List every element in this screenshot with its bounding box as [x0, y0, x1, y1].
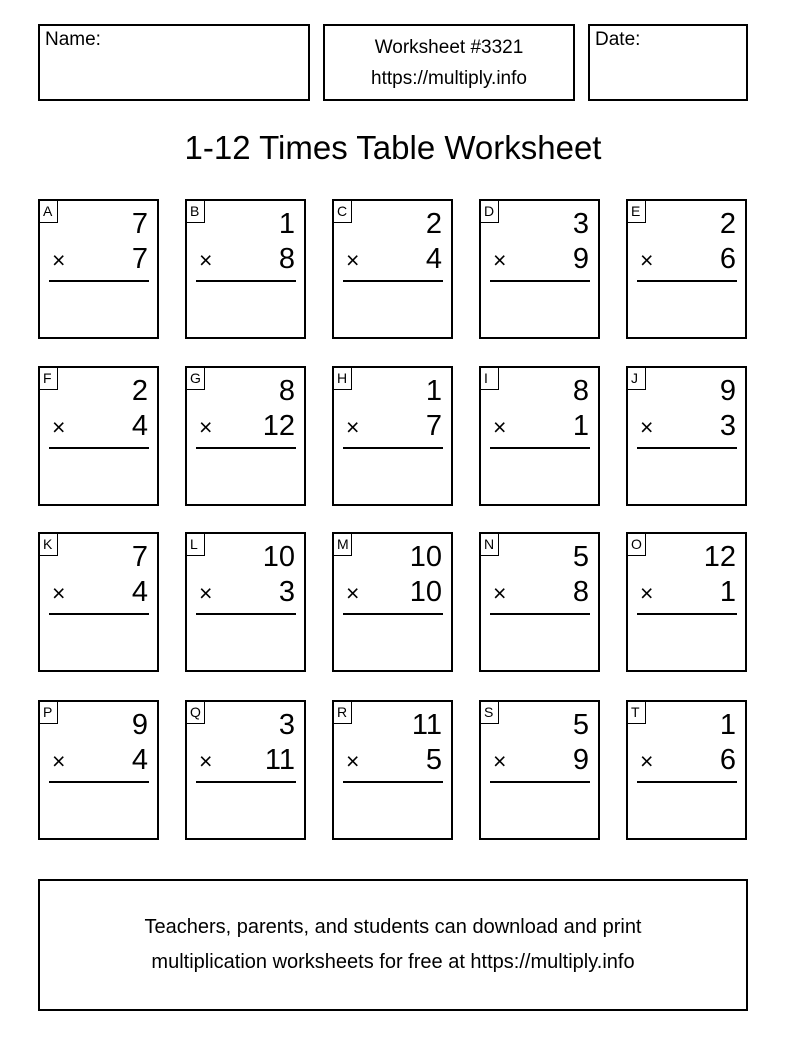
times-sign: × [199, 414, 213, 440]
answer-line [196, 781, 296, 783]
problem-card [479, 366, 600, 506]
times-sign: × [199, 247, 213, 273]
multiplicand: 8 [278, 375, 295, 407]
problem-label: I [481, 368, 499, 390]
problem-label: T [628, 702, 646, 724]
date-label: Date: [595, 29, 641, 50]
answer-line [637, 781, 737, 783]
answer-line [343, 447, 443, 449]
times-sign: × [346, 748, 360, 774]
times-sign: × [640, 414, 654, 440]
problem-card [38, 366, 159, 506]
times-sign: × [346, 580, 360, 606]
problem-card [626, 366, 747, 506]
problem-label: N [481, 534, 499, 556]
problem-label: S [481, 702, 499, 724]
multiplier: 4 [425, 243, 442, 275]
multiplier: 9 [572, 243, 589, 275]
problem-card [38, 532, 159, 672]
times-sign: × [493, 748, 507, 774]
multiplicand: 5 [572, 541, 589, 573]
answer-line [490, 280, 590, 282]
problem-label: M [334, 534, 352, 556]
problem-card [332, 532, 453, 672]
multiplier: 12 [262, 410, 295, 442]
times-sign: × [640, 580, 654, 606]
multiplier: 5 [425, 744, 442, 776]
multiplier: 4 [131, 576, 148, 608]
multiplier: 8 [572, 576, 589, 608]
multiplicand: 9 [719, 375, 736, 407]
answer-line [490, 781, 590, 783]
problem-label: A [40, 201, 58, 223]
problem-card [332, 199, 453, 339]
multiplicand: 5 [572, 709, 589, 741]
multiplier: 6 [719, 243, 736, 275]
answer-line [637, 447, 737, 449]
multiplier: 7 [425, 410, 442, 442]
multiplier: 9 [572, 744, 589, 776]
problem-label: O [628, 534, 646, 556]
answer-line [196, 447, 296, 449]
multiplicand: 12 [703, 541, 736, 573]
answer-line [637, 280, 737, 282]
multiplier: 3 [278, 576, 295, 608]
multiplier: 11 [264, 744, 295, 776]
multiplier: 8 [278, 243, 295, 275]
problem-label: E [628, 201, 646, 223]
worksheet-url: https://multiply.info [371, 67, 527, 89]
problem-card [332, 700, 453, 840]
problem-card [185, 532, 306, 672]
answer-line [343, 781, 443, 783]
multiplicand: 7 [131, 541, 148, 573]
multiplier: 4 [131, 410, 148, 442]
times-sign: × [640, 247, 654, 273]
multiplicand: 1 [425, 375, 442, 407]
times-sign: × [493, 580, 507, 606]
problem-card [38, 700, 159, 840]
multiplicand: 2 [719, 208, 736, 240]
problem-card [479, 700, 600, 840]
problem-card [626, 532, 747, 672]
multiplicand: 7 [131, 208, 148, 240]
times-sign: × [346, 414, 360, 440]
footer-line-1: Teachers, parents, and students can download and print [144, 916, 642, 938]
answer-line [490, 613, 590, 615]
name-field-box [38, 24, 310, 101]
problem-label: R [334, 702, 352, 724]
problem-card [332, 366, 453, 506]
multiplicand: 3 [572, 208, 589, 240]
times-sign: × [52, 748, 66, 774]
multiplicand: 11 [411, 709, 442, 741]
multiplicand: 1 [278, 208, 295, 240]
problem-label: D [481, 201, 499, 223]
times-sign: × [493, 414, 507, 440]
problem-card [185, 366, 306, 506]
problem-label: Q [187, 702, 205, 724]
answer-line [343, 613, 443, 615]
worksheet-info-box [323, 24, 575, 101]
multiplicand: 9 [131, 709, 148, 741]
answer-line [49, 613, 149, 615]
problem-label: J [628, 368, 646, 390]
multiplicand: 2 [425, 208, 442, 240]
times-sign: × [346, 247, 360, 273]
problem-label: P [40, 702, 58, 724]
worksheet-number: Worksheet #3321 [374, 36, 524, 58]
answer-line [49, 781, 149, 783]
name-label: Name: [45, 29, 101, 50]
multiplicand: 10 [409, 541, 442, 573]
problem-label: G [187, 368, 205, 390]
times-sign: × [52, 247, 66, 273]
multiplier: 1 [719, 576, 736, 608]
times-sign: × [199, 748, 213, 774]
times-sign: × [493, 247, 507, 273]
problem-card [185, 199, 306, 339]
problem-label: H [334, 368, 352, 390]
date-field-box [588, 24, 748, 101]
footer-line-2: multiplication worksheets for free at https://multiply.info [151, 951, 635, 973]
problem-label: C [334, 201, 352, 223]
times-sign: × [640, 748, 654, 774]
problem-card [185, 700, 306, 840]
multiplicand: 3 [278, 709, 295, 741]
problem-card [479, 532, 600, 672]
times-sign: × [52, 580, 66, 606]
multiplier: 1 [572, 410, 589, 442]
multiplier: 6 [719, 744, 736, 776]
answer-line [490, 447, 590, 449]
answer-line [196, 613, 296, 615]
multiplicand: 2 [131, 375, 148, 407]
answer-line [637, 613, 737, 615]
multiplier: 3 [719, 410, 736, 442]
problem-card [626, 199, 747, 339]
footer-box [38, 879, 748, 1011]
problem-label: K [40, 534, 58, 556]
multiplier: 4 [131, 744, 148, 776]
times-sign: × [199, 580, 213, 606]
multiplicand: 1 [719, 709, 736, 741]
answer-line [49, 280, 149, 282]
multiplier: 7 [131, 243, 148, 275]
multiplicand: 8 [572, 375, 589, 407]
problem-card [38, 199, 159, 339]
problem-label: F [40, 368, 58, 390]
worksheet-title: 1-12 Times Table Worksheet [184, 129, 602, 166]
answer-line [196, 280, 296, 282]
problem-card [479, 199, 600, 339]
answer-line [343, 280, 443, 282]
problem-label: B [187, 201, 205, 223]
problem-label: L [187, 534, 205, 556]
multiplicand: 10 [262, 541, 295, 573]
multiplier: 10 [409, 576, 442, 608]
times-sign: × [52, 414, 66, 440]
answer-line [49, 447, 149, 449]
problem-card [626, 700, 747, 840]
